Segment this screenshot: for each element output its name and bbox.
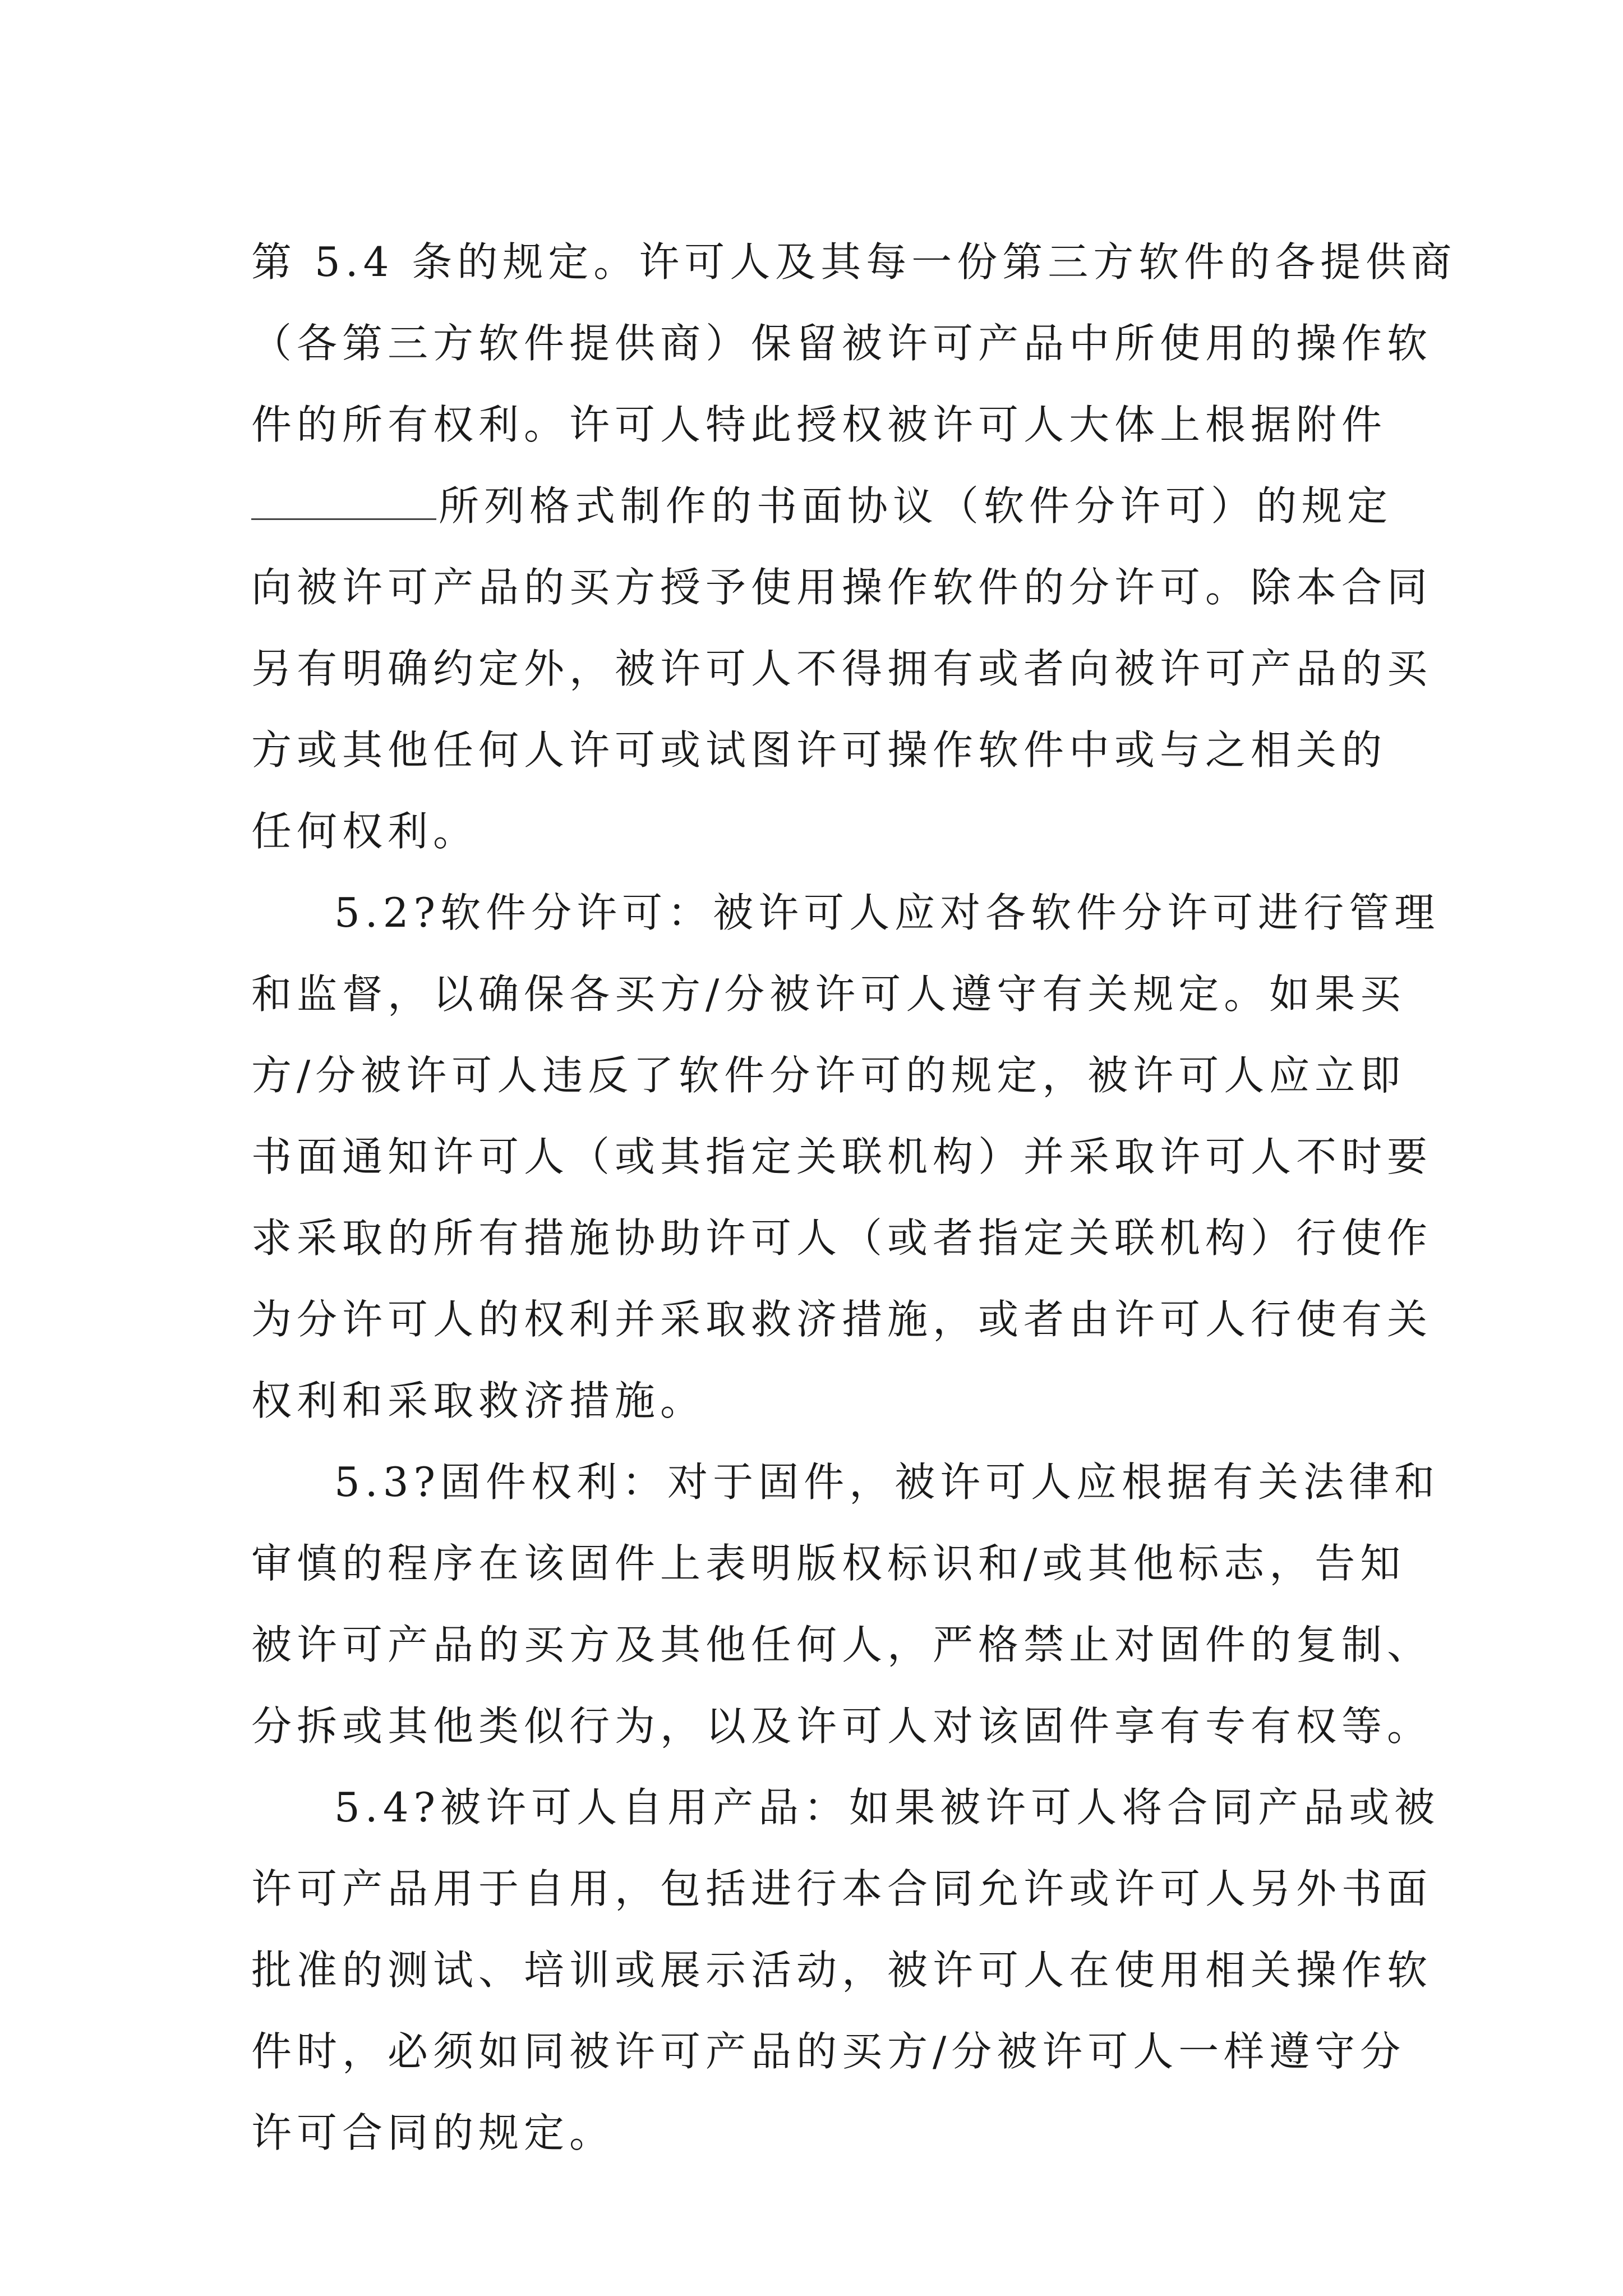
paragraph-5-2 bbox=[251, 872, 1440, 1442]
text-line: 分拆或其他类似行为，以及许可人对该固件享有专有权等。 bbox=[251, 1703, 1433, 1750]
paragraph-5-3 bbox=[251, 1442, 1440, 1767]
text-line: 方或其他任何人许可或试图许可操作软件中或与之相关的 bbox=[251, 726, 1387, 774]
text-line: 为分许可人的权利并采取救济措施，或者由许可人行使有关 bbox=[251, 1296, 1433, 1343]
text-line: 任何权利。 bbox=[251, 808, 479, 855]
text-line: 被许可产品的买方及其他任何人，严格禁止对固件的复制、 bbox=[251, 1621, 1433, 1668]
text-line: 方/分被许可人违反了软件分许可的规定，被许可人应立即 bbox=[251, 1052, 1406, 1099]
text-line: 批准的测试、培训或展示活动，被许可人在使用相关操作软 bbox=[251, 1947, 1433, 1994]
paragraph-1 bbox=[251, 222, 1457, 872]
text-line: 和监督，以确保各买方/分被许可人遵守有关规定。如果买 bbox=[251, 970, 1406, 1018]
document-body bbox=[251, 222, 1457, 2174]
text-line: 许可合同的规定。 bbox=[251, 2109, 615, 2156]
text-line-with-blank bbox=[251, 466, 1393, 547]
text-line: 5.4?被许可人自用产品：如果被许可人将合同产品或被 bbox=[334, 1784, 1440, 1831]
text-line: 向被许可产品的买方授予使用操作软件的分许可。除本合同 bbox=[251, 564, 1433, 611]
text-line: 权利和采取救济措施。 bbox=[251, 1377, 706, 1424]
text-line: 书面通知许可人（或其指定关联机构）并采取许可人不时要 bbox=[251, 1133, 1433, 1180]
text-segment: 所列格式制作的书面协议（软件分许可）的规定 bbox=[439, 482, 1393, 530]
text-line: 另有明确约定外，被许可人不得拥有或者向被许可产品的买 bbox=[251, 645, 1433, 692]
text-line: 审慎的程序在该固件上表明版权标识和/或其他标志，告知 bbox=[251, 1540, 1406, 1587]
text-line: 许可产品用于自用，包括进行本合同允许或许可人另外书面 bbox=[251, 1865, 1433, 1912]
text-line: 5.3?固件权利：对于固件，被许可人应根据有关法律和 bbox=[334, 1458, 1440, 1506]
text-line: 5.2?软件分许可：被许可人应对各软件分许可进行管理 bbox=[334, 889, 1440, 936]
text-line: （各第三方软件提供商）保留被许可产品中所使用的操作软 bbox=[251, 320, 1433, 367]
text-line: 第 5.4 条的规定。许可人及其每一份第三方软件的各提供商 bbox=[251, 238, 1457, 286]
paragraph-5-4 bbox=[251, 1767, 1440, 2174]
text-line: 件的所有权利。许可人特此授权被许可人大体上根据附件 bbox=[251, 401, 1387, 448]
fill-in-blank bbox=[251, 473, 436, 520]
text-line: 求采取的所有措施协助许可人（或者指定关联机构）行使作 bbox=[251, 1214, 1433, 1262]
text-line: 件时，必须如同被许可产品的买方/分被许可人一样遵守分 bbox=[251, 2028, 1406, 2075]
